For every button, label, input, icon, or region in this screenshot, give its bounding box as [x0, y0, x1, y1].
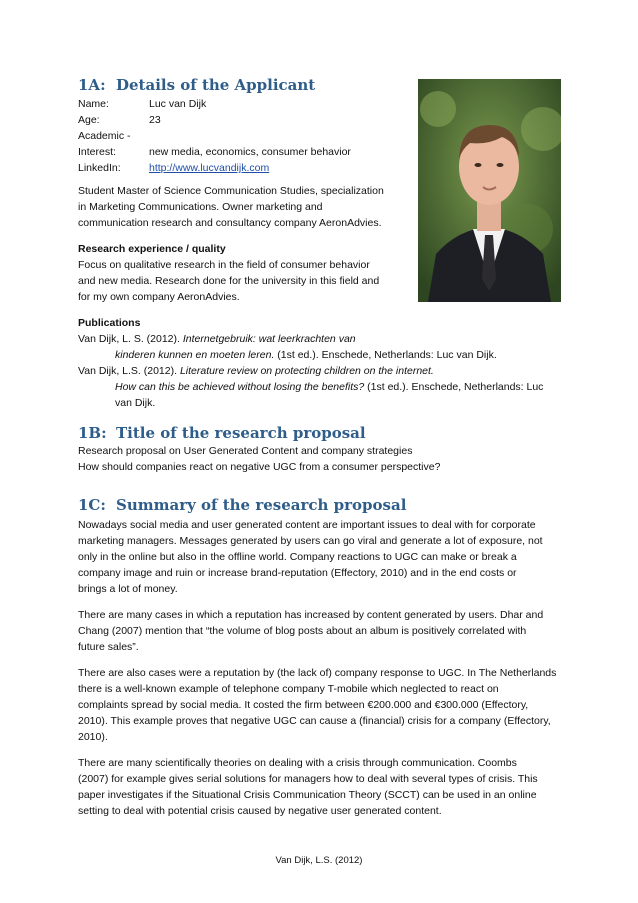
bio-line: in Marketing Communications. Owner marketing and: [78, 201, 323, 213]
section-title: Details of the Applicant: [116, 76, 316, 94]
section-number: 1B:: [78, 424, 107, 442]
section-number: 1A:: [78, 76, 106, 94]
summary-line: (2007) for example gives serial solutions for managers how to deal with several types of crisis. This: [78, 773, 538, 785]
summary-line: future sales”.: [78, 641, 139, 653]
summary-line: setting to deal with potential crisis caused by negative user generated content.: [78, 805, 442, 817]
summary-line: complaints spread by social media. It costed the firm between €200.000 and €300.000 (Effectory,: [78, 699, 529, 711]
publication-author: Van Dijk, L. S. (2012).: [78, 333, 183, 345]
research-heading: Research experience / quality: [78, 243, 226, 255]
research-line: and new media. Research done for the university in this field and: [78, 275, 380, 287]
field-key: Interest:: [78, 146, 116, 158]
publication-title: Literature review on protecting children on the internet.: [179, 365, 434, 377]
summary-line: 2010). This example proves that negative UGC can cause a (financial) crisis for a company (Effectory,: [78, 715, 551, 727]
publication-2-line-1: [78, 363, 434, 379]
section-heading-1c: [78, 496, 406, 514]
field-value: 23: [149, 114, 161, 126]
summary-line: brings a lot of money.: [78, 583, 178, 595]
publication-details: (1st ed.). Enschede, Netherlands: Luc van Dijk.: [274, 349, 497, 361]
summary-line: there is a well-known example of telephone company T-mobile which neglected to react on: [78, 683, 499, 695]
publication-1-line-2: [115, 347, 497, 363]
publication-title: Internetgebruik: wat leerkrachten van: [182, 333, 356, 345]
publication-author: Van Dijk, L.S. (2012).: [78, 365, 180, 377]
field-value: Luc van Dijk: [149, 98, 207, 110]
summary-line: There are many cases in which a reputation has increased by content generated by users. Dhar and: [78, 609, 544, 621]
publication-2-line-2: [115, 379, 543, 395]
field-key: Name:: [78, 98, 109, 110]
field-row: [78, 112, 408, 128]
section-heading-1a: [78, 76, 315, 94]
summary-line: There are many scientifically theories on dealing with a crisis through communication. Coombs: [78, 757, 517, 769]
summary-line: There are also cases were a reputation by (the lack of) company response to UGC. In The Netherlands: [78, 667, 557, 679]
linkedin-link[interactable]: http://www.lucvandijk.com: [149, 162, 270, 174]
bio-line: Student Master of Science Communication Studies, specialization: [78, 185, 384, 197]
research-line: for my own company AeronAdvies.: [78, 291, 240, 303]
section-title: Summary of the research proposal: [116, 496, 407, 514]
section-number: 1C:: [78, 496, 106, 514]
summary-line: Chang (2007) mention that “the volume of blog posts about an album is positively correlated with: [78, 625, 527, 637]
field-value: new media, economics, consumer behavior: [149, 146, 351, 158]
field-key: Age:: [78, 114, 100, 126]
bio-line: communication research and consultancy company AeronAdvies.: [78, 217, 382, 229]
field-key: LinkedIn:: [78, 162, 121, 174]
portrait-illustration: [418, 79, 561, 302]
field-key: Academic -: [78, 130, 131, 142]
publication-title: How can this be achieved without losing the benefits?: [115, 381, 365, 393]
publications-heading: Publications: [78, 317, 141, 329]
proposal-title-line: How should companies react on negative UGC from a consumer perspective?: [78, 461, 441, 473]
field-row: [78, 96, 408, 112]
summary-line: paper investigates if the Situational Crisis Communication Theory (SCCT) can be used in an online: [78, 789, 537, 801]
field-row: [78, 128, 408, 144]
summary-line: only in the online but also in the offline world. Company reactions to UGC can make or break a: [78, 551, 517, 563]
publication-details: (1st ed.). Enschede, Netherlands: Luc: [364, 381, 544, 393]
field-row: [78, 144, 408, 160]
field-row: [78, 160, 408, 176]
page-footer: Van Dijk, L.S. (2012): [275, 855, 363, 866]
publication-title: kinderen kunnen en moeten leren.: [115, 349, 275, 361]
summary-line: Nowadays social media and user generated content are important issues to deal with for corporate: [78, 519, 536, 531]
proposal-title-line: Research proposal on User Generated Content and company strategies: [78, 445, 413, 457]
applicant-photo: [418, 79, 561, 302]
publication-2-line-3: van Dijk.: [115, 397, 156, 409]
section-title: Title of the research proposal: [116, 424, 366, 442]
applicant-fields: [78, 96, 408, 178]
section-heading-1b: [78, 424, 366, 442]
summary-line: company image and ruin or increase brand-reputation (Effectory, 2010) and in the end costs or: [78, 567, 517, 579]
summary-line: marketing managers. Messages generated by users can go viral and generate a lot of exposure, not: [78, 535, 543, 547]
research-line: Focus on qualitative research in the field of consumer behavior: [78, 259, 370, 271]
publication-1-line-1: [78, 331, 356, 347]
summary-line: 2010).: [78, 731, 108, 743]
